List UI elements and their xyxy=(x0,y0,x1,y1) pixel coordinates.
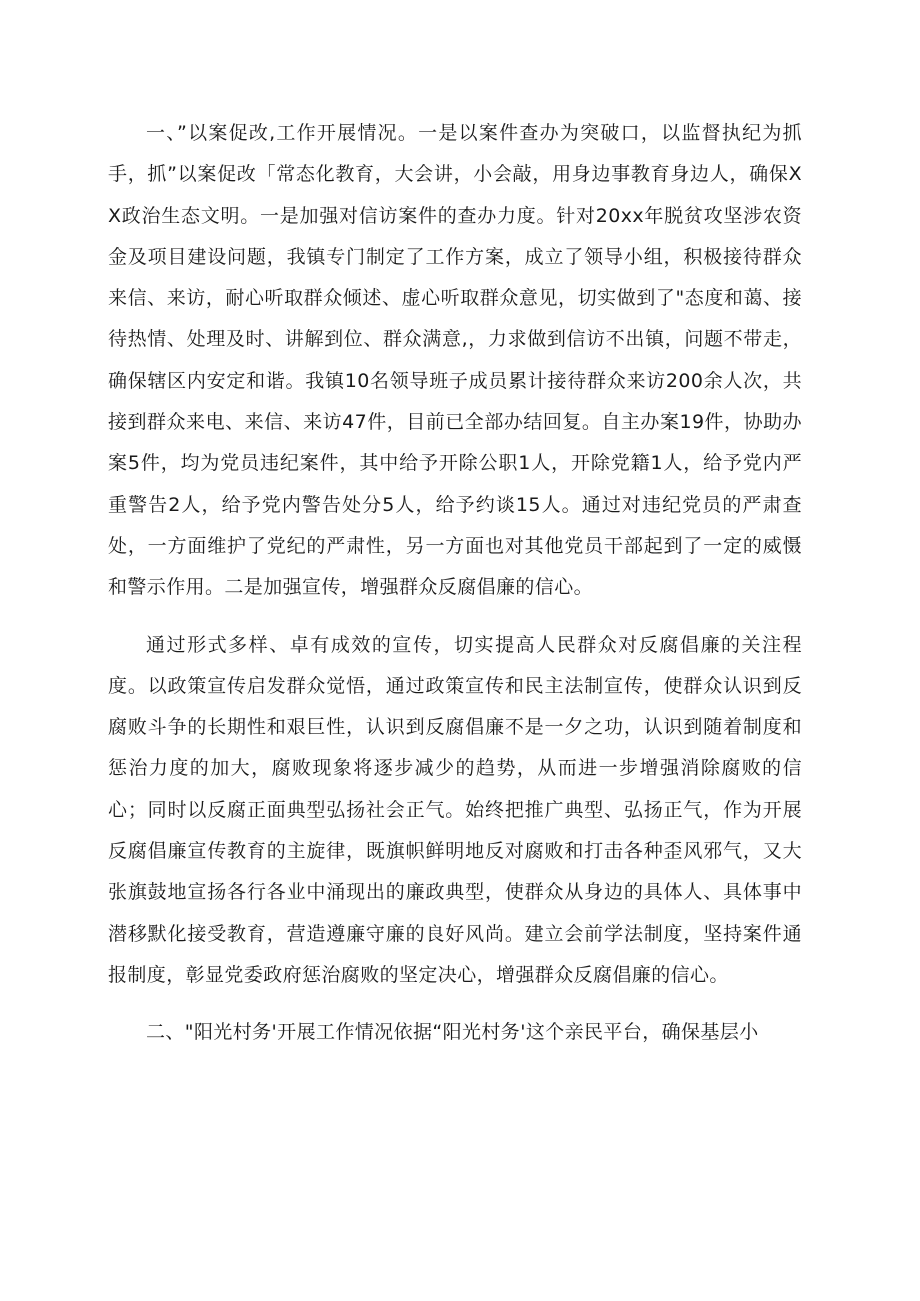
paragraph-sunshine-village-affairs: 二、"阳光村务'开展工作情况依据“阳光村务'这个亲民平台，确保基层小 xyxy=(146,1021,759,1044)
paragraph-publicity: 通过形式多样、卓有成效的宣传，切实提高人民群众对反腐倡廉的关注程度。以政策宣传启发群众觉悟，通过政策宣传和民主法制宣传，使群众认识到反腐败斗争的长期性和艰巨性，认识到反腐倡廉不是一夕之功，认识到随着制度和惩治力度的加大，腐败现象将逐步减少的趋势，从而进一步增强消除腐败的信心；同时以反腐正面典型弘扬社会正气。始终把推广典型、弘扬正气，作为开展反腐倡廉宣传教育的主旋律，既旗帜鲜明地反对腐败和打击各种歪风邪气，又大张旗鼓地宣扬各行各业中涌现出的廉政典型，使群众从身边的具体人、具体事中潜移默化接受教育，营造遵廉守廉的良好风尚。建立会前学法制度，坚持案件通报制度，彰显党委政府惩治腐败的坚定决心，增强群众反腐倡廉的信心。 xyxy=(108,633,802,986)
paragraph-case-reform: 一、”以案促改,工作开展情况。一是以案件查办为突破口，以监督执纪为抓手，抓”以案促改「常态化教育，大会讲，小会敲，用身边事教育身边人，确保XX政治生态文明。一是加强对信访案件的查办力度。针对20xx年脱贫攻坚涉农资金及项目建设问题，我镇专门制定了工作方案，成立了领导小组，积极接待群众来信、来访，耐心听取群众倾述、虚心听取群众意见，切实做到了"态度和蔼、接待热情、处理及时、讲解到位、群众满意,，力求做到信访不出镇，问题不带走，确保辖区内安定和谐。我镇10名领导班子成员累计接待群众来访200余人次，共接到群众来电、来信、来访47件，目前已全部办结回复。自主办案19件，协助办案5件，均为党员违纪案件，其中给予开除公职1人，开除党籍1人，给予党内严重警告2人，给予党内警告处分5人，给予约谈15人。通过对违纪党员的严肃查处，一方面维护了党纪的严肃性，另一方面也对其他党员干部起到了一定的威慑和警示作用。二是加强宣传，增强群众反腐倡廉的信心。 xyxy=(108,122,802,599)
document-body xyxy=(108,113,802,1054)
